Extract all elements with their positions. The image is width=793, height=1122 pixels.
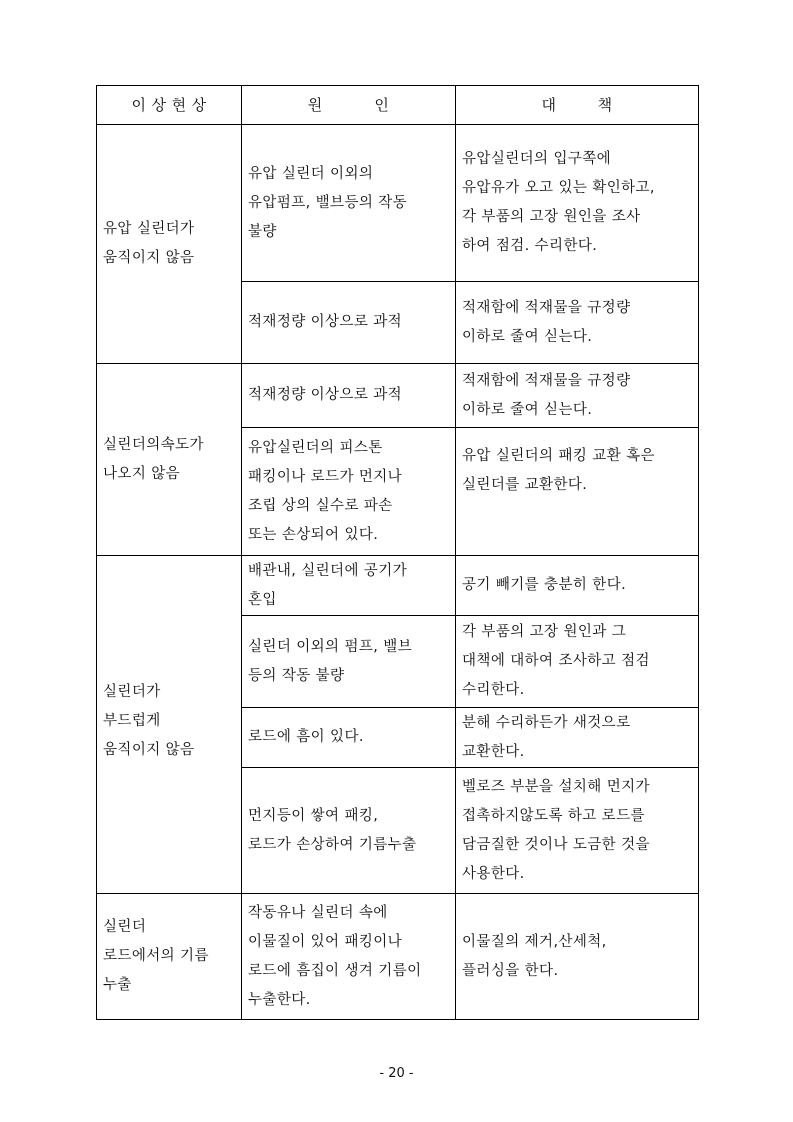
remedy-line: 적재함에 적재물을 규정량: [462, 299, 631, 316]
table-header-row: [97, 86, 699, 125]
cause-cell: [242, 125, 456, 282]
remedy-line: 실린더를 교환한다.: [462, 477, 588, 493]
remedy-cell: [456, 556, 699, 616]
page-number: - 20 -: [379, 1066, 414, 1081]
table-row: [97, 556, 699, 616]
remedy-cell: [456, 768, 699, 894]
remedy-line: 수리한다.: [462, 682, 525, 698]
remedy-line: 공기 빼기를 충분히 한다.: [462, 577, 627, 593]
remedy-line: 분해 수리하든가 새것으로: [462, 714, 631, 731]
remedy-line: 각 부품의 고장 원인과 그: [462, 624, 627, 640]
remedy-line: 대책에 대하여 조사하고 점검: [462, 653, 650, 669]
symptom-line: 부드럽게: [103, 713, 161, 729]
symptom-line: 나오지 않음: [103, 465, 181, 482]
cause-line: 등의 작동 불량: [248, 667, 345, 684]
symptom-line: 실린더가: [103, 684, 161, 700]
remedy-cell: [456, 894, 699, 1020]
cause-line: 누출한다.: [248, 991, 311, 1008]
symptom-cell: [97, 894, 242, 1020]
symptom-line: 유압 실린더가: [103, 221, 195, 237]
remedy-line: 이물질의 제거,산세척,: [462, 933, 607, 950]
remedy-line: 유압 실린더의 패킹 교환 혹은: [462, 448, 655, 464]
remedy-line: 이하로 줄여 싣는다.: [462, 401, 593, 418]
header-cause: 원 인: [242, 86, 456, 125]
symptom-line: 움직이지 않음: [103, 742, 195, 758]
remedy-cell: [456, 428, 699, 556]
remedy-line: 담금질한 것이나 도금한 것을: [462, 836, 650, 853]
symptom-line: 실린더의속도가: [103, 436, 204, 453]
cause-line: 불량: [248, 223, 277, 240]
remedy-line: 벨로즈 부분을 설치해 먼지가: [462, 778, 650, 795]
cause-line: 조립 상의 실수로 파손: [248, 497, 393, 514]
table-row: [97, 364, 699, 428]
cause-cell: [242, 556, 456, 616]
header-symptom: 이 상 현 상: [97, 86, 242, 125]
header-remedy: 대 책: [456, 86, 699, 125]
remedy-cell: [456, 282, 699, 364]
remedy-line: 각 부품의 고장 원인을 조사: [462, 209, 641, 225]
cause-line: 혼입: [248, 591, 277, 608]
cause-line: 실린더 이외의 펌프, 밸브: [248, 638, 413, 655]
cause-line: 배관내, 실린더에 공기가: [248, 562, 408, 579]
remedy-line: 접촉하지않도록 하고 로드를: [462, 807, 645, 824]
remedy-cell: [456, 125, 699, 282]
cause-line: 로드에 흠집이 생겨 기름이: [248, 962, 422, 979]
remedy-line: 적재함에 적재물을 규정량: [462, 372, 631, 389]
cause-line: 또는 손상되어 있다.: [248, 526, 379, 543]
remedy-line: 사용한다.: [462, 865, 525, 882]
remedy-line: 하여 점검. 수리한다.: [462, 238, 598, 254]
cause-line: 적재정량 이상으로 과적: [248, 314, 403, 330]
cause-cell: [242, 282, 456, 364]
cause-line: 유압실린더의 피스톤: [248, 439, 383, 456]
cause-line: 작동유나 실린더 속에: [248, 904, 388, 921]
cause-line: 로드가 손상하여 기름누출: [248, 836, 417, 853]
symptom-line: 누출: [103, 977, 132, 993]
table-row: [97, 894, 699, 1020]
cause-cell: [242, 894, 456, 1020]
symptom-line: 실린더: [103, 919, 147, 935]
symptom-line: 로드에서의 기름: [103, 948, 209, 964]
remedy-line: 플러싱을 한다.: [462, 962, 559, 979]
symptom-cell: [97, 364, 242, 556]
cause-line: 유압펌프, 밸브등의 작동: [248, 194, 408, 211]
cause-line: 적재정량 이상으로 과적: [248, 387, 403, 403]
remedy-line: 유압유가 오고 있는 확인하고,: [462, 180, 655, 196]
symptom-line: 움직이지 않음: [103, 250, 195, 266]
cause-line: 유압 실린더 이외의: [248, 165, 374, 182]
remedy-cell: [456, 708, 699, 768]
cause-cell: [242, 708, 456, 768]
symptom-cell: [97, 125, 242, 364]
cause-cell: [242, 768, 456, 894]
cause-line: 먼지등이 쌓여 패킹,: [248, 807, 379, 824]
symptom-cell: [97, 556, 242, 894]
table-row: [97, 125, 699, 282]
remedy-cell: [456, 364, 699, 428]
cause-line: 패킹이나 로드가 먼지나: [248, 468, 403, 485]
cause-line: 이물질이 있어 패킹이나: [248, 933, 403, 950]
remedy-line: 이하로 줄여 싣는다.: [462, 328, 593, 345]
cause-line: 로드에 흠이 있다.: [248, 729, 364, 745]
cause-cell: [242, 616, 456, 708]
cause-cell: [242, 364, 456, 428]
remedy-line: 교환한다.: [462, 743, 525, 760]
troubleshooting-table: [96, 85, 699, 1020]
cause-cell: [242, 428, 456, 556]
remedy-cell: [456, 616, 699, 708]
remedy-line: 유압실린더의 입구쪽에: [462, 151, 612, 167]
